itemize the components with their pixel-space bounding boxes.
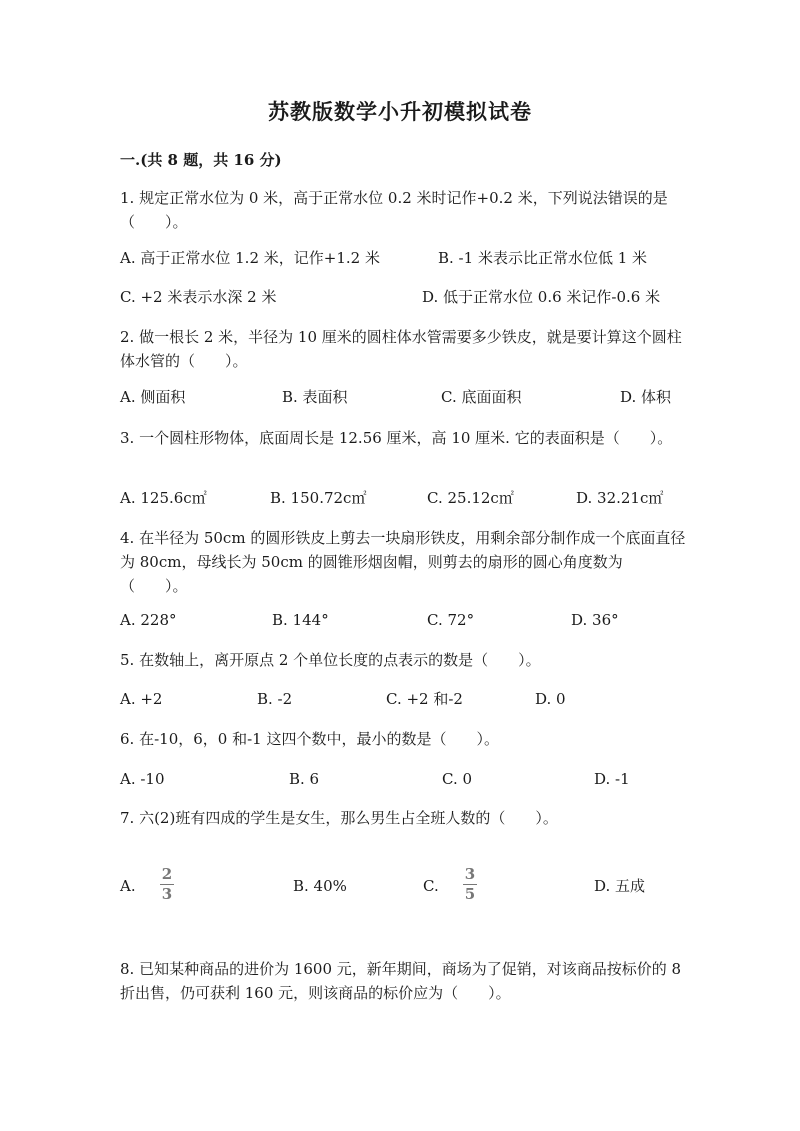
option-a[interactable]: A. -10 — [120, 770, 165, 788]
question-7-stem: 7. 六(2)班有四成的学生是女生，那么男生占全班人数的（ ）。 — [120, 809, 558, 827]
question-6-options — [120, 767, 680, 791]
option-a[interactable]: A. — [120, 877, 136, 895]
question-4-stem: 4. 在半径为 50cm 的圆形铁皮上剪去一块扇形铁皮，用剩余部分制作成一个底面直径为 80cm，母线长为 50cm 的圆锥形烟囱帽，则剪去的扇形的圆心角度数为（ ）。 — [120, 529, 686, 595]
option-d[interactable]: D. 体积 — [620, 388, 672, 406]
question-1-options-row2 — [120, 285, 680, 309]
question-3-stem: 3. 一个圆柱形物体，底面周长是 12.56 厘米，高 10 厘米. 它的表面积是（ ）。 — [120, 429, 673, 447]
question-3-options — [120, 486, 680, 510]
option-c[interactable]: C. 底面面积 — [441, 388, 522, 406]
option-d[interactable]: D. 32.21c㎡ — [576, 489, 664, 507]
option-d[interactable]: D. 0 — [535, 690, 566, 708]
option-b[interactable]: B. -2 — [257, 690, 293, 708]
option-d[interactable]: D. -1 — [594, 770, 630, 788]
fraction-denominator: 3 — [161, 885, 173, 903]
option-d[interactable]: D. 36° — [571, 611, 619, 629]
question-5-options — [120, 687, 680, 711]
option-d[interactable]: D. 五成 — [594, 877, 646, 895]
question-1-options — [120, 246, 680, 270]
question-4-options — [120, 608, 680, 632]
option-a[interactable]: A. 228° — [120, 611, 177, 629]
fraction-three-fifths — [463, 866, 477, 903]
fraction-numerator: 3 — [464, 865, 476, 883]
fraction-numerator: 2 — [161, 865, 173, 883]
option-c[interactable]: C. +2 米表示水深 2 米 — [120, 288, 277, 306]
fraction-denominator: 5 — [464, 885, 476, 903]
option-b[interactable]: B. 6 — [289, 770, 320, 788]
option-a[interactable]: A. 125.6c㎡ — [120, 489, 207, 507]
question-7-options — [120, 866, 680, 906]
option-d[interactable]: D. 低于正常水位 0.6 米记作-0.6 米 — [422, 288, 661, 306]
section-heading: 一.(共 8 题，共 16 分) — [120, 151, 282, 169]
question-1-stem: 1. 规定正常水位为 0 米，高于正常水位 0.2 米时记作+0.2 米，下列说法错误的是（ ）。 — [120, 189, 668, 231]
page-title: 苏教版数学小升初模拟试卷 — [268, 99, 532, 124]
option-c[interactable]: C. 0 — [442, 770, 473, 788]
option-b[interactable]: B. 150.72c㎡ — [270, 489, 367, 507]
fraction-two-thirds — [160, 866, 174, 903]
option-c[interactable]: C. 72° — [427, 611, 475, 629]
option-a[interactable]: A. 高于正常水位 1.2 米，记作+1.2 米 — [120, 249, 380, 267]
option-a[interactable]: A. 侧面积 — [120, 388, 186, 406]
question-2-stem: 2. 做一根长 2 米，半径为 10 厘米的圆柱体水管需要多少铁皮，就是要计算这个圆柱体水管的（ ）。 — [120, 328, 682, 370]
option-c[interactable]: C. 25.12c㎡ — [427, 489, 514, 507]
question-8-stem: 8. 已知某种商品的进价为 1600 元，新年期间，商场为了促销，对该商品按标价的 8 折出售，仍可获利 160 元，则该商品的标价应为（ ）。 — [120, 960, 682, 1002]
question-5-stem: 5. 在数轴上，离开原点 2 个单位长度的点表示的数是（ ）。 — [120, 651, 541, 669]
option-c[interactable]: C. — [423, 877, 439, 895]
option-b[interactable]: B. 表面积 — [282, 388, 348, 406]
question-2-options — [120, 385, 680, 409]
question-6-stem: 6. 在-10，6，0 和-1 这四个数中，最小的数是（ ）。 — [120, 730, 499, 748]
option-b[interactable]: B. 40% — [293, 877, 347, 895]
option-b[interactable]: B. 144° — [272, 611, 329, 629]
option-b[interactable]: B. -1 米表示比正常水位低 1 米 — [438, 249, 648, 267]
option-a[interactable]: A. +2 — [120, 690, 163, 708]
option-c[interactable]: C. +2 和-2 — [386, 690, 463, 708]
